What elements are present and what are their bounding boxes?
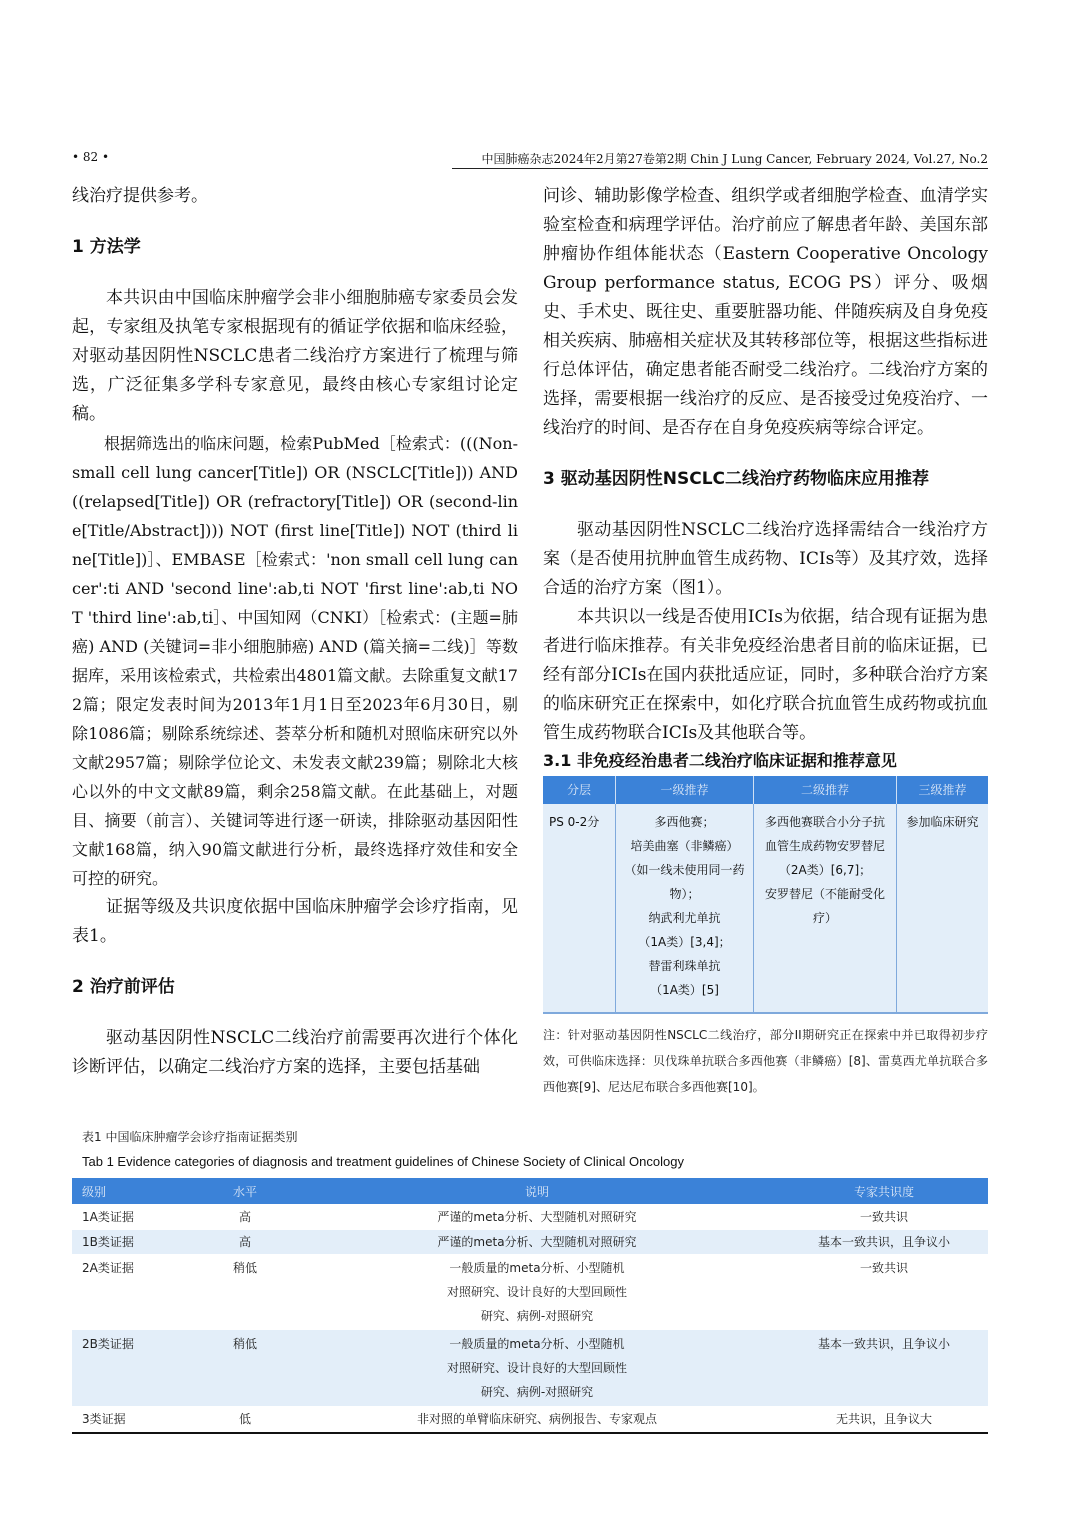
table-cell: 稍低	[232, 1261, 257, 1275]
table-caption-cn: 表1 中国临床肿瘤学会诊疗指南证据类别	[82, 1130, 298, 1144]
left-column	[72, 182, 518, 1082]
column-header: 级别	[72, 1178, 196, 1204]
table-cell: 1B类证据	[72, 1230, 196, 1254]
table-cell-level3: 参加临床研究	[897, 804, 989, 1013]
table-cell: 一般质量的meta分析、小型随机对照研究、设计良好的大型回顾性研究、病例-对照研究	[294, 1330, 780, 1406]
table-cell: 高	[238, 1210, 251, 1224]
table-cell-level1: 多西他赛； 培美曲塞（非鳞癌） （如一线未使用同一药物）； 纳武利尤单抗 （1A类）[3,4]； 替雷利珠单抗 （1A类）[5]	[616, 804, 754, 1013]
paragraph: 问诊、辅助影像学检查、组织学或者细胞学检查、血清学实验室检查和病理学评估。治疗前应了解患者年龄、美国东部肿瘤协作组体能状态（Eastern Cooperative Oncology Group performance status, ECOG PS）评分、吸烟史、手术史、既往史、重要脏器功能、伴随疾病及自身免疫相关疾病、肺癌相关症状及其转移部位等，根据这些指标进行总体评估，确定患者能否耐受二线治疗。二线治疗方案的选择，需要根据一线治疗的反应、是否接受过免疫治疗、一线治疗的时间、是否存在自身免疫疾病等综合评定。	[543, 186, 988, 438]
page-number: • 82 •	[72, 150, 110, 164]
table-cell: 一致共识	[859, 1261, 908, 1275]
column-header: 专家共识度	[780, 1178, 988, 1204]
table-row	[72, 1254, 988, 1330]
table-cell: 严谨的meta分析、大型随机对照研究	[437, 1210, 637, 1224]
table-cell: 1A类证据	[82, 1210, 134, 1224]
table-row	[72, 1330, 988, 1406]
journal-running-title: 中国肺癌杂志2024年2月第27卷第2期 Chin J Lung Cancer, February 2024, Vol.27, No.2	[481, 152, 988, 166]
column-header: 分层	[543, 776, 616, 804]
table-cell-stratum: PS 0-2分	[543, 804, 616, 1013]
table-cell: 一致共识	[859, 1210, 908, 1224]
paragraph: 本共识由中国临床肿瘤学会非小细胞肺癌专家委员会发起，专家组及执笔专家根据现有的循证学依据和临床经验，对驱动基因阴性NSCLC患者二线治疗方案进行了梳理与筛选，广泛征集多学科专家意见，最终由核心专家组讨论定稿。	[72, 288, 518, 424]
right-column	[543, 182, 988, 1100]
paragraph: 驱动基因阴性NSCLC二线治疗前需要再次进行个体化诊断评估，以确定二线治疗方案的选择，主要包括基础	[72, 1028, 518, 1077]
paragraph-search-strategy: 根据筛选出的临床问题，检索PubMed［检索式：(((Non-small cell lung cancer[Title]) OR (NSCLC[Title])) AND ((relapsed[Title]) OR (refractory[Title]) OR (second-line[Title/Abstract]))) NOT (first line[Title]) NOT (third line[Title])］、EMBASE［检索式：'non small cell lung cancer':ti AND 'second line':ab,ti NOT 'first line':ab,ti NOT 'third line':ab,ti］、中国知网（CNKI）［检索式：(主题=肺癌) AND (关键词=非小细胞肺癌) AND (篇关摘=二线)］等数据库，采用该检索式，共检索出4801篇文献。去除重复文献172篇；限定发表时间为2013年1月1日至2023年6月30日，剔除1086篇；剔除系统综述、荟萃分析和随机对照临床研究以外文献2957篇；剔除学位论文、未发表文献239篇；剔除北大核心以外的中文文献89篇，剩余258篇文献。在此基础上，对题目、摘要（前言）、关键词等进行逐一研读，排除驱动基因阳性文献168篇，纳入90篇文献进行分析，最终选择疗效佳和安全可控的研究。	[72, 434, 518, 888]
table-cell: 2A类证据	[82, 1261, 134, 1275]
column-header: 说明	[294, 1178, 780, 1204]
paragraph: 驱动基因阴性NSCLC二线治疗选择需结合一线治疗方案（是否使用抗肿血管生成药物、ICIs等）及其疗效，选择合适的治疗方案（图1）。	[543, 520, 988, 598]
paragraph: 本共识以一线是否使用ICIs为依据，结合现有证据为患者进行临床推荐。有关非免疫经治患者目前的临床证据，已经有部分ICIs在国内获批适应证，同时，多种联合治疗方案的临床研究正在探索中，如化疗联合抗血管生成药物或抗血管生成药物联合ICIs及其他联合等。	[543, 607, 988, 743]
table-cell: 严谨的meta分析、大型随机对照研究	[294, 1230, 780, 1254]
paragraph: 线治疗提供参考。	[72, 186, 208, 206]
table-cell: 高	[196, 1230, 294, 1254]
table-cell: 2B类证据	[72, 1330, 196, 1406]
subsection-heading: 3.1 非免疫经治患者二线治疗临床证据和推荐意见	[543, 751, 897, 770]
table-cell: 一般质量的meta分析、小型随机对照研究、设计良好的大型回顾性研究、病例-对照研究	[446, 1261, 627, 1323]
section-heading-recommendations: 3 驱动基因阴性NSCLC二线治疗药物临床应用推荐	[543, 469, 930, 489]
column-header: 水平	[196, 1178, 294, 1204]
paragraph: 证据等级及共识度依据中国临床肿瘤学会诊疗指南，见表1。	[72, 897, 518, 946]
header-rule	[452, 168, 988, 169]
evidence-table	[72, 1178, 988, 1434]
table-row	[72, 1230, 988, 1254]
table-cell: 基本一致共识，且争议小	[780, 1330, 988, 1406]
table-note: 注：针对驱动基因阴性NSCLC二线治疗，部分II期研究正在探索中并已取得初步疗效，可供临床选择：贝伐珠单抗联合多西他赛（非鳞癌）[8]、雷莫西尤单抗联合多西他赛[9]、尼达尼布联合多西他赛[10]。	[543, 1028, 988, 1094]
column-header: 二级推荐	[754, 776, 897, 804]
table-cell: 无共识，且争议大	[835, 1412, 932, 1426]
column-header: 三级推荐	[897, 776, 989, 804]
table-cell-level2: 多西他赛联合小分子抗血管生成药物安罗替尼（2A类）[6,7]； 安罗替尼（不能耐受化疗）	[754, 804, 897, 1013]
table-row	[72, 1204, 988, 1230]
section-heading-methods: 1 方法学	[72, 237, 141, 257]
page-header	[72, 150, 988, 170]
recommendation-table	[543, 776, 988, 1014]
table-cell: 低	[238, 1412, 251, 1426]
column-header: 一级推荐	[616, 776, 754, 804]
section-heading-pretreatment: 2 治疗前评估	[72, 977, 175, 997]
table-caption-en: Tab 1 Evidence categories of diagnosis and treatment guidelines of Chinese Society of Clinical Oncology	[82, 1154, 684, 1169]
table-cell: 稍低	[196, 1330, 294, 1406]
table-row	[72, 1406, 988, 1433]
table-cell: 非对照的单臂临床研究、病例报告、专家观点	[416, 1412, 657, 1426]
table-cell: 3类证据	[82, 1412, 126, 1426]
table-cell: 基本一致共识，且争议小	[780, 1230, 988, 1254]
